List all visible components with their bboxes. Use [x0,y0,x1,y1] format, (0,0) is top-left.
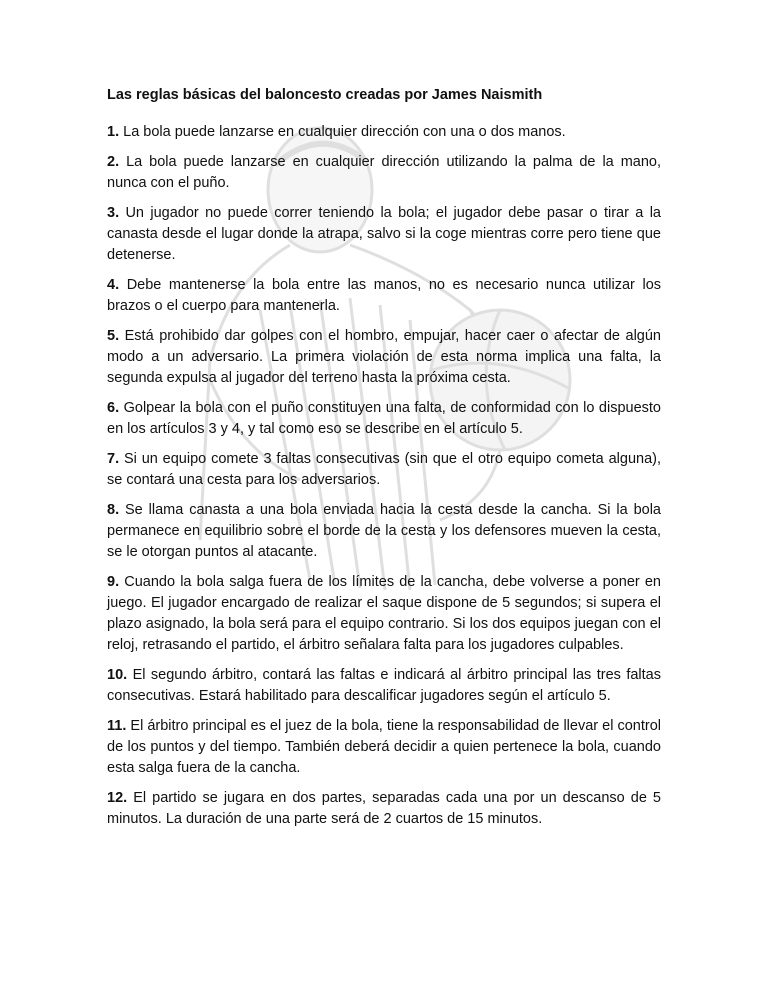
rule-item [107,716,661,779]
rule-text: Debe mantenerse la bola entre las manos, no es necesario nunca utilizar los brazos o el cuerpo para mantenerla. [107,277,662,314]
document-page [107,86,661,839]
rule-text: Cuando la bola salga fuera de los límites de la cancha, debe volverse a poner en juego. El jugador encargado de realizar el saque dispone de 5 segundos; si supera el plazo asignado, la bola será para el equipo contrario. Si los dos equipos juegan con el reloj, retrasando el partido, el árbitro señalara falta para los jugadores culpables. [107,574,661,653]
rule-number: 9. [107,574,120,590]
rule-text: Golpear la bola con el puño constituyen una falta, de conformidad con lo dispuesto en los artículos 3 y 4, y tal como eso se describe en el artículo 5. [107,400,662,437]
rule-text: La bola puede lanzarse en cualquier dirección utilizando la palma de la mano, nunca con el puño. [107,154,661,191]
rule-item [107,788,661,830]
rule-text: El partido se jugara en dos partes, separadas cada una por un descanso de 5 minutos. La duración de una parte será de 2 cuartos de 15 minutos. [107,790,661,827]
rule-text: El árbitro principal es el juez de la bola, tiene la responsabilidad de llevar el control de los puntos y del tiempo. También deberá decidir a quien pertenece la bola, cuando esta salga fuera de la cancha. [107,718,661,776]
rule-item [107,572,661,656]
rule-item [107,275,661,317]
document-title: Las reglas básicas del baloncesto creadas por James Naismith [107,87,543,103]
rule-text: Si un equipo comete 3 faltas consecutivas (sin que el otro equipo cometa alguna), se contará una cesta para los adversarios. [107,451,661,488]
rule-text: La bola puede lanzarse en cualquier dirección con una o dos manos. [123,124,566,140]
rule-item [107,152,661,194]
rule-number: 2. [107,154,120,170]
rule-number: 6. [107,400,120,416]
rule-number: 1. [107,124,120,140]
rule-item [107,398,661,440]
rule-number: 5. [107,328,120,344]
rule-text: El segundo árbitro, contará las faltas e indicará al árbitro principal las tres faltas consecutivas. Estará habilitado para descalificar jugadores según el artículo 5. [107,667,661,704]
rule-item [107,203,661,266]
rule-item [107,665,661,707]
rule-number: 8. [107,502,120,518]
rules-list [107,122,661,830]
rule-number: 12. [107,790,128,806]
rule-number: 7. [107,451,120,467]
rule-number: 11. [107,718,127,734]
rule-item [107,122,661,143]
rule-item [107,449,661,491]
rule-item [107,500,661,563]
rule-text: Está prohibido dar golpes con el hombro, empujar, hacer caer o afectar de algún modo a un adversario. La primera violación de esta norma implica una falta, la segunda expulsa al jugador del terreno hasta la próxima cesta. [107,328,661,386]
rule-text: Se llama canasta a una bola enviada hacia la cesta desde la cancha. Si la bola permanece en equilibrio sobre el borde de la cesta y los defensores mueven la cesta, se le otorgan puntos al atacante. [107,502,661,560]
rule-item [107,326,661,389]
rule-number: 10. [107,667,128,683]
rule-number: 3. [107,205,120,221]
rule-text: Un jugador no puede correr teniendo la bola; el jugador debe pasar o tirar a la canasta desde el lugar donde la atrapa, salvo si la coge mientras corre pero tiene que detenerse. [107,205,661,263]
rule-number: 4. [107,277,120,293]
